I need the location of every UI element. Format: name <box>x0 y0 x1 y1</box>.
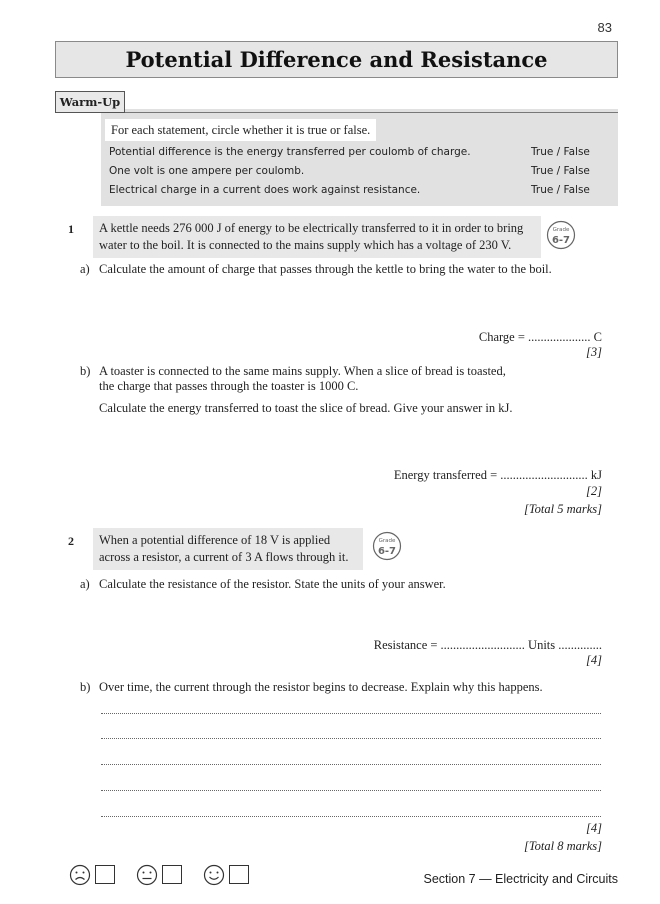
question-1-stem-line-2: water to the boil. It is connected to the mains supply which has a voltage of 230 V. <box>99 238 512 252</box>
self-assess-box-1[interactable] <box>95 865 115 884</box>
answer-line-4[interactable] <box>101 790 601 791</box>
grade-badge-label: Grade <box>552 227 570 233</box>
answer-line-5[interactable] <box>101 816 601 817</box>
warmup-instruction: For each statement, circle whether it is true or false. <box>105 119 376 141</box>
warmup-statement-1: Potential difference is the energy transferred per coulomb of charge. <box>109 146 471 158</box>
answer-line-2[interactable] <box>101 738 601 739</box>
warmup-statement-2: One volt is one ampere per coulomb. <box>109 165 305 177</box>
sad-face-icon <box>69 864 91 886</box>
question-2-number: 2 <box>68 534 74 548</box>
page-title: Potential Difference and Resistance <box>125 47 548 72</box>
question-1-stem <box>93 216 541 258</box>
question-2b-marks: [4] <box>586 821 602 835</box>
question-1-number: 1 <box>68 222 74 236</box>
question-1b-label: b) <box>80 364 91 378</box>
warmup-choice-1[interactable]: True / False <box>531 146 590 158</box>
title-banner <box>55 41 618 78</box>
question-2a-answer-line[interactable]: Resistance = ........................... Units .............. <box>373 638 602 652</box>
page-number: 83 <box>597 20 612 35</box>
warmup-divider <box>55 112 618 113</box>
grade-badge-icon <box>546 220 576 250</box>
neutral-face-icon <box>136 864 158 886</box>
question-2a-marks: [4] <box>586 653 602 667</box>
question-1a-label: a) <box>80 262 90 276</box>
question-2-stem-line-2: across a resistor, a current of 3 A flows through it. <box>99 550 349 564</box>
warmup-tab: Warm-Up <box>55 91 125 113</box>
question-2-total-marks: [Total 8 marks] <box>523 839 602 853</box>
grade-badge-icon <box>372 531 402 561</box>
question-1-stem-line-1: A kettle needs 276 000 J of energy to be electrically transferred to it in order to bring <box>99 221 524 235</box>
question-2-stem-line-1: When a potential difference of 18 V is applied <box>99 533 331 547</box>
grade-badge-value: 6-7 <box>551 235 571 246</box>
warmup-choice-3[interactable]: True / False <box>531 184 590 196</box>
question-2-stem <box>93 528 363 570</box>
question-1b-answer-line[interactable]: Energy transferred = ............................ kJ <box>393 468 602 482</box>
question-1a-answer-line[interactable]: Charge = .................... C <box>478 330 602 344</box>
answer-line-3[interactable] <box>101 764 601 765</box>
grade-badge-value: 6-7 <box>377 546 397 557</box>
question-1b-line-2: the charge that passes through the toaster is 1000 C. <box>99 379 359 393</box>
warmup-choice-2[interactable]: True / False <box>531 165 590 177</box>
question-2a-text: Calculate the resistance of the resistor. State the units of your answer. <box>99 577 446 591</box>
self-assess-box-3[interactable] <box>229 865 249 884</box>
question-2b-label: b) <box>80 680 91 694</box>
grade-badge-label: Grade <box>378 538 396 544</box>
question-1b-line-1: A toaster is connected to the same mains supply. When a slice of bread is toasted, <box>99 364 506 378</box>
grade-badge-q1 <box>546 220 576 250</box>
question-1-total-marks: [Total 5 marks] <box>523 502 602 516</box>
question-2b-text: Over time, the current through the resistor begins to decrease. Explain why this happens. <box>99 680 543 694</box>
question-1b-marks: [2] <box>586 484 602 498</box>
warmup-statement-3: Electrical charge in a current does work against resistance. <box>109 184 421 196</box>
question-1a-marks: [3] <box>586 345 602 359</box>
question-2a-label: a) <box>80 577 90 591</box>
happy-face-icon <box>203 864 225 886</box>
self-assess-box-2[interactable] <box>162 865 182 884</box>
question-1b-line-3: Calculate the energy transferred to toast the slice of bread. Give your answer in kJ. <box>99 401 513 415</box>
question-1a-text: Calculate the amount of charge that passes through the kettle to bring the water to the boil. <box>99 262 552 276</box>
answer-line-1[interactable] <box>101 713 601 714</box>
grade-badge-q2 <box>372 531 402 561</box>
section-footer: Section 7 — Electricity and Circuits <box>423 872 618 886</box>
